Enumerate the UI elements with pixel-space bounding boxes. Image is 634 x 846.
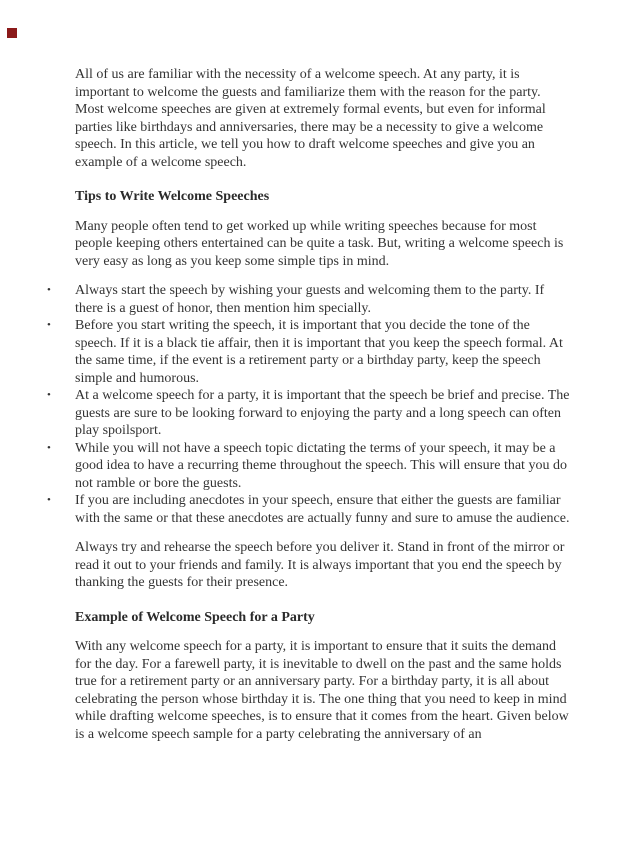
tips-intro-paragraph: Many people often tend to get worked up while writing speeches because for most people keeping others entertained can be quite a task. But, writing a welcome speech is very easy as long as you keep some simple tips in mind. [75, 218, 564, 269]
bullet-icon: • [47, 389, 51, 401]
bullet-icon: • [47, 319, 51, 331]
tip-item [47, 317, 571, 387]
tips-heading: Tips to Write Welcome Speeches [75, 189, 270, 204]
tip-item [47, 387, 571, 440]
bullet-icon: • [47, 441, 51, 454]
tip-text: Before you start writing the speech, it is important that you decide the tone of the speech. If it is a black tie affair, then it is important that you keep the speech formal. At the same time, if the event is a retirement party or a birthday party, keep the speech simple and humorous. [75, 318, 563, 386]
tip-text: Always start the speech by wishing your guests and welcoming them to the party. If there is a guest of honor, then mention him specially. [75, 283, 545, 316]
bullet-icon: • [47, 284, 51, 296]
tip-text: If you are including anecdotes in your speech, ensure that either the guests are familiar with the same or that these anecdotes are actually funny and sure to amuse the audience. [75, 493, 570, 526]
red-square-marker [7, 28, 17, 38]
example-intro-paragraph: With any welcome speech for a party, it is important to ensure that it suits the demand for the day. For a farewell party, it is inevitable to dwell on the past and the same holds true for a retirement party or an anniversary party. For a birthday party, it is all about celebrating the person whose birthday it is. The one thing that you need to keep in mind while drafting welcome speeches, is to ensure that it comes from the heart. Given below is a welcome speech sample for a party celebrating the anniversary of an [75, 639, 569, 742]
intro-paragraph: All of us are familiar with the necessity of a welcome speech. At any party, it is important to welcome the guests and familiarize them with the reason for the party. Most welcome speeches are given at extremely formal events, but even for informal parties like birthdays and anniversaries, there may be a necessity to give a welcome speech. In this article, we tell you how to draft welcome speeches and give you an example of a welcome speech. [75, 67, 546, 170]
tips-list [47, 282, 571, 527]
document-content [47, 66, 571, 755]
example-heading: Example of Welcome Speech for a Party [75, 609, 315, 625]
tip-item [47, 440, 571, 493]
tips-outro-paragraph: Always try and rehearse the speech before you deliver it. Stand in front of the mirror or read it out to your friends and family. It is always important that you end the speech by thanking the guests for their presence. [75, 540, 565, 590]
tip-item [47, 282, 571, 317]
tip-text: At a welcome speech for a party, it is important that the speech be brief and precise. The guests are sure to be looking forward to enjoying the party and a long speech can often play spoilsport. [75, 388, 570, 438]
tip-text: While you will not have a speech topic dictating the terms of your speech, it may be a good idea to have a recurring theme throughout the speech. This will ensure that you do not ramble or bore the guests. [75, 440, 567, 491]
bullet-icon: • [47, 494, 51, 506]
tip-item [47, 492, 571, 527]
